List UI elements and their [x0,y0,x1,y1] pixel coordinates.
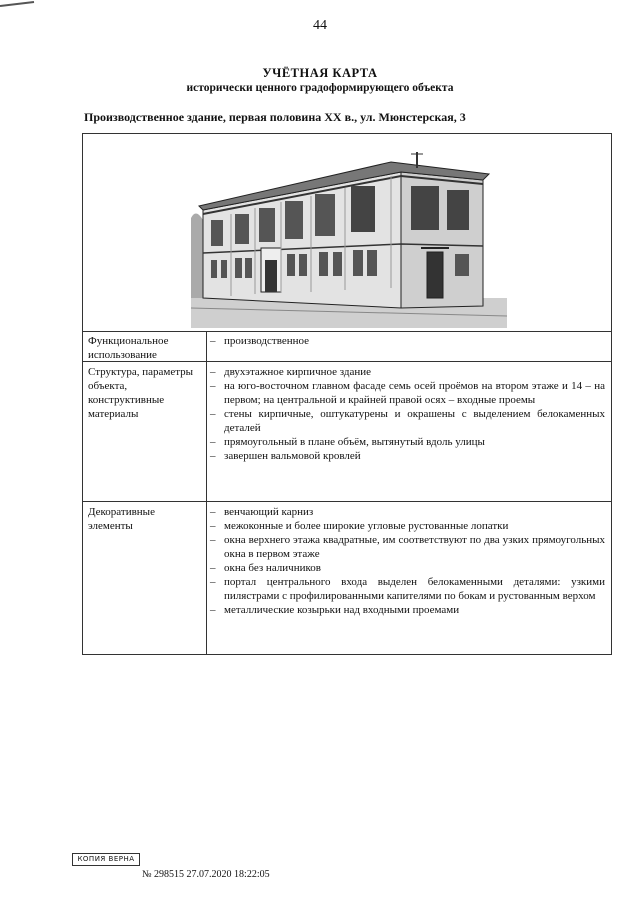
copy-stamp: КОПИЯ ВЕРНА [72,853,140,866]
item-text: стены кирпичные, оштукатурены и окрашены с выделением белокаменных деталей [224,408,605,434]
dash-marker: – [210,335,216,347]
object-address: Производственное здание, первая половина XX в., ул. Мюнстерская, 3 [84,110,466,124]
section-label: Декоративные элементы [88,506,155,532]
item-text: окна без наличников [224,562,321,574]
list-item [210,533,605,561]
section-row-decor [83,502,611,654]
column-divider [206,331,207,361]
item-text: двухэтажное кирпичное здание [224,366,372,378]
photo-cell [83,134,611,332]
item-text: окна верхнего этажа квадратные, им соответствуют по два узких прямоугольных окна в первом этаже [224,534,605,560]
dash-marker: – [210,450,216,462]
list-item [210,561,605,575]
list-item [210,407,605,435]
dash-marker: – [210,562,216,574]
building-photo [191,148,507,328]
section-row-function [83,331,611,362]
list-item [210,603,605,617]
dash-marker: – [210,576,216,588]
item-text: прямоугольный в плане объём, вытянутый вдоль улицы [224,436,485,448]
document-registration-number: № 298515 27.07.2020 18:22:05 [142,869,270,880]
card-title: УЧЁТНАЯ КАРТА [262,66,378,80]
dash-marker: – [210,436,216,448]
item-text: на юго-восточном главном фасаде семь осей проёмов на втором этаже и 14 – на первом; на центральной и крайней правой осях – входные проемы [224,380,605,406]
column-divider [206,362,207,501]
list-item [210,505,605,519]
dash-marker: – [210,604,216,616]
dash-marker: – [210,380,216,392]
item-text: металлические козырьки над входными проемами [224,604,460,616]
section-row-structure [83,362,611,502]
record-card-table [82,133,612,655]
list-item [210,519,605,533]
dash-marker: – [210,366,216,378]
section-label: Функциональное использование [88,335,169,361]
column-divider [206,502,207,654]
item-text: венчающий карниз [224,506,314,518]
dash-marker: – [210,408,216,420]
list-item [210,365,605,379]
dash-marker: – [210,534,216,546]
item-text: завершен вальмовой кровлей [224,450,361,462]
list-item [210,379,605,407]
scan-corner-mark [0,0,36,8]
item-text: портал центрального входа выделен белокаменными деталями: узкими пилястрами с профилированными капителями по бокам и рустованным верхом [224,576,605,602]
section-label: Структура, параметры объекта, конструктивные материалы [88,366,194,420]
dash-marker: – [210,520,216,532]
list-item [210,575,605,603]
list-item [210,435,605,449]
section-items [210,505,605,617]
section-items [210,334,605,348]
card-subtitle: исторически ценного градоформирующего объекта [186,82,454,94]
page-number: 44 [313,18,327,33]
dash-marker: – [210,506,216,518]
item-text: межоконные и более широкие угловые рустованные лопатки [224,520,509,532]
section-items [210,365,605,463]
list-item [210,449,605,463]
list-item [210,334,605,348]
item-text: производственное [224,335,310,347]
